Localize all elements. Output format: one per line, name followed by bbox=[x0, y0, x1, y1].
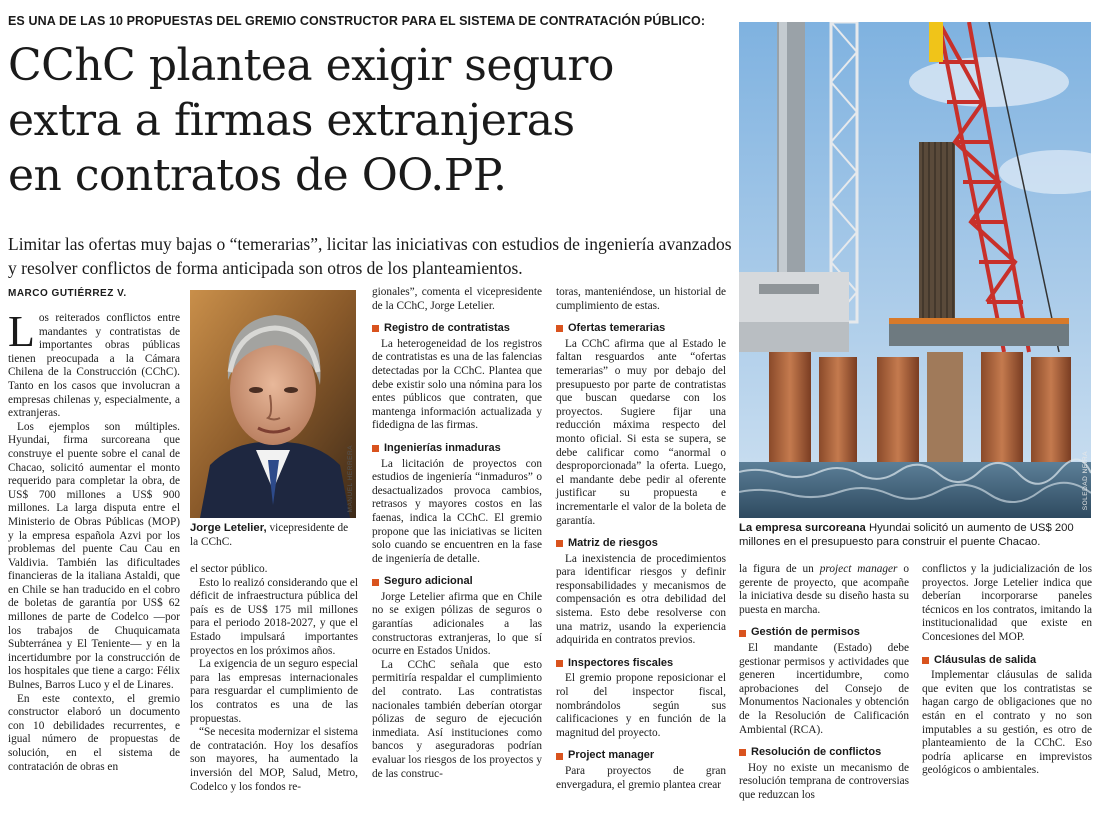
headline-line: extra a firmas extranjeras bbox=[8, 95, 575, 146]
portrait-photo bbox=[190, 290, 356, 518]
column-6 bbox=[922, 563, 1092, 778]
bullet-square-icon bbox=[556, 660, 563, 667]
paragraph: Hoy no existe un mecanismo de resolución temprana de controversias que reduzcan los bbox=[739, 761, 909, 801]
bullet-square-icon bbox=[922, 657, 929, 664]
subheading-text: Ingenierías inmaduras bbox=[384, 441, 501, 454]
headline-line: CChC plantea exigir seguro bbox=[8, 40, 614, 91]
paragraph-text: o gerente de proyecto, que acompañe la iniciativa desde su diseño hasta su puesta en marcha. bbox=[739, 563, 910, 616]
paragraph-text: la figura de un bbox=[739, 563, 814, 575]
bridge-construction-image bbox=[739, 22, 1091, 518]
subheading-text: Seguro adicional bbox=[384, 575, 473, 588]
paragraph: La CChC señala que esto permitiría respaldar el cumplimiento del contrato. Las contratistas nacionales también deberían otorgar pólizas de seguro de ejecución inmediata. Así instituciones como bancos y aseguradoras podrían evaluar los riesgos de los proyectos y de las construc- bbox=[372, 658, 542, 780]
paragraph: Jorge Letelier afirma que en Chile no se exigen pólizas de seguros o garantías adicionales a las constructoras extranjeras, lo que sí ocurre en Estados Unidos. bbox=[372, 590, 542, 658]
paragraph: Los ejemplos son múltiples. Hyundai, firma surcoreana que construye el puente sobre el canal de Chacao, solicitó aumentar el monto requerido para completar la obra, de US$ 700 millones a US$ 900 millones. La larga disputa entre el Ministerio de Obras Públicas (MOP) y la empresa española Azvi por los problemas del puente Cau Cau en Valdivia. También las dificultades financieras de la italiana Astaldi, que en Chile se han traducido en el cobro de boletas de garantía por US$ 62 millones de parte de Codelco —por los trabajos de Chuquicamata Subterránea y El Teniente— y en la incertidumbre por la construcción de los hospitales que tiene a cargo: Félix Bulnes, Barros Luco y el de Linares. bbox=[8, 420, 180, 692]
subheading bbox=[556, 537, 726, 551]
subheading bbox=[372, 322, 542, 336]
caption-bold: La empresa surcoreana bbox=[739, 522, 866, 534]
paragraph: “Se necesita modernizar el sistema de contratación. Hoy los desafíos son mayores, ha aumentado la inversión del MOP, Salud, Metro, Codelco y los fondos re- bbox=[190, 726, 358, 793]
subheading bbox=[372, 575, 542, 589]
paragraph: Esto lo realizó considerando que el déficit de infraestructura pública del país es de US$ 175 mil millones para el periodo 2018-2027, y que el Estado impulsará importantes proyectos en los próximos años. bbox=[190, 576, 358, 657]
bullet-square-icon bbox=[556, 753, 563, 760]
paragraph: toras, manteniéndose, un historial de cumplimiento de estas. bbox=[556, 286, 726, 312]
paragraph: Para proyectos de gran envergadura, el gremio plantea crear bbox=[556, 765, 726, 791]
subheading-text: Cláusulas de salida bbox=[934, 653, 1037, 666]
paragraph: La CChC afirma que al Estado le faltan resguardos ante “ofertas temerarias” o muy por debajo del presupuesto por parte de contratistas que buscan quedarse con los proyectos. Sugiere fijar una reducción máxima respecto del monto oficial. Si esta se supera, se debe calificar como “anormal o desproporcionada” la oferta. Luego, el mandante debe pedir al oferente justificar su propuesta e incrementarle el valor de la boleta de garantía. bbox=[556, 337, 726, 527]
subheading bbox=[556, 322, 726, 336]
headline-line: en contratos de OO.PP. bbox=[8, 150, 507, 201]
subheading bbox=[372, 442, 542, 456]
kicker: ES UNA DE LAS 10 PROPUESTAS DEL GREMIO CONSTRUCTOR PARA EL SISTEMA DE CONTRATACIÓN PÚBLICO: bbox=[8, 14, 706, 28]
portrait-caption bbox=[190, 522, 358, 549]
column-4 bbox=[556, 286, 726, 792]
photo-credit: MANUEL HERRERA bbox=[347, 444, 354, 512]
paragraph: La exigencia de un seguro especial para las empresas internacionales para resguardar el cumplimiento de los contratos es una de las propuestas. bbox=[190, 658, 358, 725]
bullet-square-icon bbox=[372, 579, 379, 586]
bullet-square-icon bbox=[372, 325, 379, 332]
paragraph: Implementar cláusulas de salida que eviten que los contratistas se hagan cargo de obligaciones que no están en el contrato y no son imputables a su gestión, es otro de planteamiento de la CChC. Eso podría aplicarse en imprevistos geológicos o ambientales. bbox=[922, 669, 1092, 777]
paragraph-italic: project manager bbox=[819, 563, 898, 575]
dek: Limitar las ofertas muy bajas o “temerarias”, licitar las iniciativas con estudios de ingeniería avanzados y resolver conflictos de forma anticipada son otros de los planteamientos. bbox=[8, 234, 732, 278]
paragraph: el sector público. bbox=[190, 563, 268, 575]
byline: MARCO GUTIÉRREZ V. bbox=[8, 288, 127, 299]
bullet-square-icon bbox=[739, 630, 746, 637]
bullet-square-icon bbox=[556, 325, 563, 332]
bullet-square-icon bbox=[556, 540, 563, 547]
subheading-text: Resolución de conflictos bbox=[751, 746, 882, 759]
caption-text: vicepresidente de la CChC. bbox=[190, 522, 349, 548]
paragraph: conflictos y la judicialización de los proyectos. Jorge Letelier indica que deberían incorporarse paneles técnicos en los contratos, imitando la institucionalidad que existe en Concesiones del MOP. bbox=[922, 563, 1092, 643]
paragraph: El mandante (Estado) debe gestionar permisos y actividades que generen incertidumbre, como aprobaciones del Consejo de Monumentos Nacionales y obtención de la Resolución de Calificación Ambiental (RCA). bbox=[739, 641, 909, 736]
paragraph: La heterogeneidad de los registros de contratistas es una de las falencias detectadas por la CChC. Plantea que debe existir solo una nómina para los entes públicos que contraten, que mantenga información actualizada y fidedigna de las firmas. bbox=[372, 337, 542, 432]
subheading-text: Inspectores fiscales bbox=[568, 656, 674, 669]
photo-caption bbox=[739, 522, 1091, 549]
paragraph bbox=[739, 563, 909, 617]
column-2 bbox=[190, 563, 358, 794]
subheading-text: Registro de contratistas bbox=[384, 322, 510, 335]
caption-name: Jorge Letelier, bbox=[190, 522, 267, 534]
column-3 bbox=[372, 286, 542, 781]
photo-credit: SOLEDAD NEIRA bbox=[1082, 450, 1089, 510]
subheading bbox=[739, 746, 909, 760]
subheading bbox=[739, 626, 909, 640]
paragraph: En este contexto, el gremio constructor elaboró un documento con 10 debilidades recurrentes, e igual número de propuestas de solución, en el sistema de contratación de obras en bbox=[8, 692, 180, 773]
subheading-text: Ofertas temerarias bbox=[568, 322, 666, 335]
paragraph: La inexistencia de procedimientos para identificar riesgos y definir responsabilidades y mecanismos de compensación es otra debilidad del sistema. Esto debe resolverse con una matriz, usando la experiencia adquirida en contratos previos. bbox=[556, 552, 726, 647]
headline bbox=[8, 38, 728, 203]
column-5 bbox=[739, 563, 909, 803]
bullet-square-icon bbox=[739, 749, 746, 756]
paragraph: La licitación de proyectos con estudios de ingeniería “inmaduros” o desactualizados provoca cambios, retrasos y mayores costos en las faenas, indica la CChC. El gremio propone que las iniciativas se liciten solo cuando se encuentren en la fase de ingeniería de detalle. bbox=[372, 457, 542, 565]
column-1 bbox=[8, 307, 180, 774]
caption-text: Hyundai solicitó un aumento de US$ 200 millones en el presupuesto para construir el puente Chacao. bbox=[739, 522, 1074, 548]
subheading-text: Matriz de riesgos bbox=[568, 537, 658, 550]
construction-photo bbox=[739, 22, 1091, 518]
paragraph: gionales”, comenta el vicepresidente de la CChC, Jorge Letelier. bbox=[372, 286, 542, 312]
bullet-square-icon bbox=[372, 445, 379, 452]
subheading-text: Gestión de permisos bbox=[751, 626, 860, 639]
drop-cap: L bbox=[8, 307, 35, 356]
portrait-image bbox=[190, 290, 356, 518]
subheading bbox=[922, 654, 1092, 668]
subheading-text: Project manager bbox=[568, 749, 655, 762]
paragraph: El gremio propone reposicionar el rol del inspector fiscal, nombrándolos según sus calificaciones y en función de la magnitud del proyecto. bbox=[556, 672, 726, 739]
subheading bbox=[556, 749, 726, 763]
paragraph-text: os reiterados conflictos entre mandantes y contratistas de importantes obras públicas tienen preocupada a la Cámara Chilena de la Construcción (CChC). Tanto en los casos que involucran a empresas chilenas y, especialmente, a extranjeras. bbox=[8, 312, 180, 420]
subheading bbox=[556, 657, 726, 671]
paragraph bbox=[8, 307, 180, 421]
